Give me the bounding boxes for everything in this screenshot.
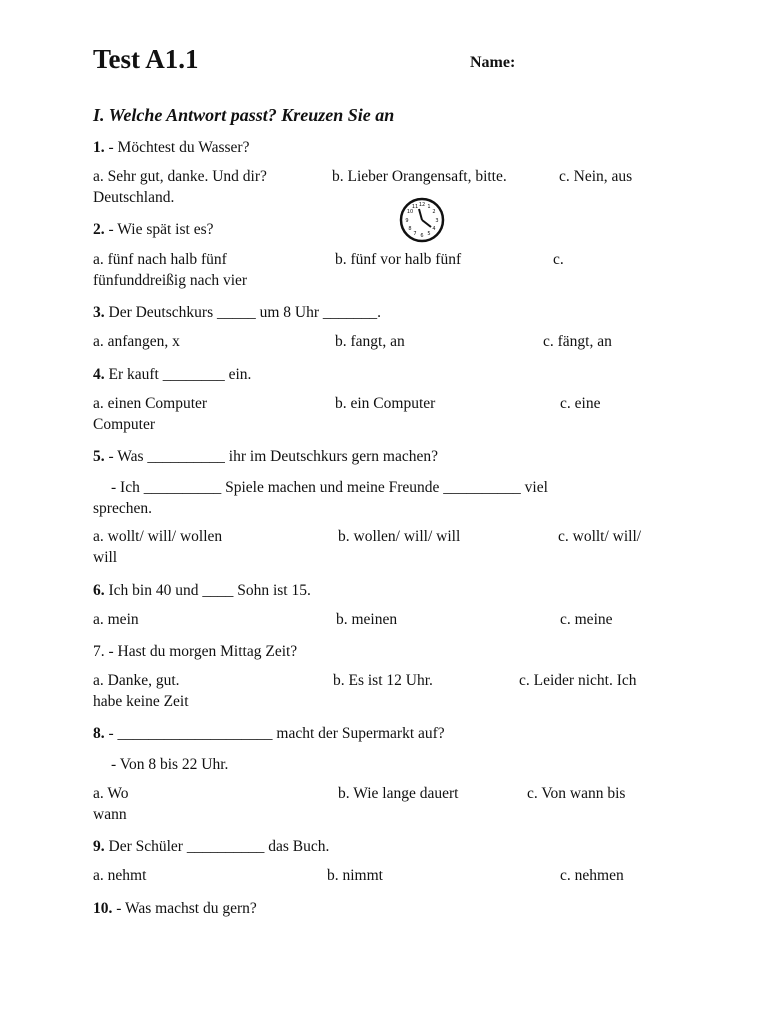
option-c-continued: Deutschland. <box>93 189 175 206</box>
svg-text:2: 2 <box>432 209 436 215</box>
option-a: a. anfangen, x <box>93 333 180 350</box>
question-5-response: - Ich __________ Spiele machen und meine Freunde __________ viel <box>111 479 548 496</box>
option-b: b. fangt, an <box>335 333 405 350</box>
option-c-continued: habe keine Zeit <box>93 693 189 710</box>
option-a: a. nehmt <box>93 867 147 884</box>
question-7: 7. - Hast du morgen Mittag Zeit? <box>93 643 298 660</box>
option-a: a. fünf nach halb fünf <box>93 251 227 268</box>
option-c: c. Von wann bis <box>527 785 626 802</box>
svg-text:4: 4 <box>432 226 436 232</box>
question-5: 5. - Was __________ ihr im Deutschkurs gern machen? <box>93 448 438 465</box>
option-a: a. Sehr gut, danke. Und dir? <box>93 168 267 185</box>
question-4: 4. Er kauft ________ ein. <box>93 366 252 383</box>
svg-text:7: 7 <box>413 231 417 237</box>
option-b: b. Es ist 12 Uhr. <box>333 672 433 689</box>
svg-text:8: 8 <box>408 226 412 232</box>
question-9: 9. Der Schüler __________ das Buch. <box>93 838 330 855</box>
option-c: c. fängt, an <box>543 333 612 350</box>
option-c-continued: Computer <box>93 416 155 433</box>
question-5-response-continued: sprechen. <box>93 500 152 517</box>
question-8: 8. - ____________________ macht der Supermarkt auf? <box>93 725 445 742</box>
option-b: b. meinen <box>336 611 398 628</box>
svg-text:6: 6 <box>420 233 424 239</box>
option-c-continued: fünfunddreißig nach vier <box>93 272 248 289</box>
option-c: c. meine <box>560 611 613 628</box>
option-a: a. einen Computer <box>93 395 208 412</box>
svg-text:1: 1 <box>427 204 431 210</box>
option-b: b. Wie lange dauert <box>338 785 459 802</box>
option-c-continued: wann <box>93 806 127 823</box>
option-b: b. fünf vor halb fünf <box>335 251 462 268</box>
svg-text:11: 11 <box>411 204 419 210</box>
question-10: 10. - Was machst du gern? <box>93 900 257 917</box>
page-title: Test A1.1 <box>93 44 199 74</box>
option-c: c. <box>553 251 564 268</box>
option-a: a. mein <box>93 611 139 628</box>
question-6: 6. Ich bin 40 und ____ Sohn ist 15. <box>93 582 311 599</box>
option-c: c. Nein, aus <box>559 168 633 185</box>
question-2: 2. - Wie spät ist es? <box>93 221 214 238</box>
svg-text:5: 5 <box>427 231 431 237</box>
clock-icon <box>398 196 446 244</box>
option-b: b. ein Computer <box>335 395 436 412</box>
svg-text:10: 10 <box>406 209 414 215</box>
option-a: a. Danke, gut. <box>93 672 180 689</box>
option-c: c. Leider nicht. Ich <box>519 672 637 689</box>
name-label: Name: <box>470 54 516 71</box>
option-a: a. Wo <box>93 785 129 802</box>
option-c-continued: will <box>93 549 118 566</box>
option-c: c. eine <box>560 395 601 412</box>
svg-text:9: 9 <box>405 218 409 224</box>
option-c: c. wollt/ will/ <box>558 528 642 545</box>
option-c: c. nehmen <box>560 867 624 884</box>
option-b: b. wollen/ will/ will <box>338 528 461 545</box>
option-b: b. Lieber Orangensaft, bitte. <box>332 168 507 185</box>
question-8-response: - Von 8 bis 22 Uhr. <box>111 756 229 773</box>
section-title: I. Welche Antwort passt? Kreuzen Sie an <box>93 105 395 125</box>
option-a: a. wollt/ will/ wollen <box>93 528 223 545</box>
question-1: 1. - Möchtest du Wasser? <box>93 139 250 156</box>
option-b: b. nimmt <box>327 867 383 884</box>
question-3: 3. Der Deutschkurs _____ um 8 Uhr _______. <box>93 304 382 321</box>
svg-text:12: 12 <box>418 202 426 208</box>
svg-text:3: 3 <box>435 218 439 224</box>
